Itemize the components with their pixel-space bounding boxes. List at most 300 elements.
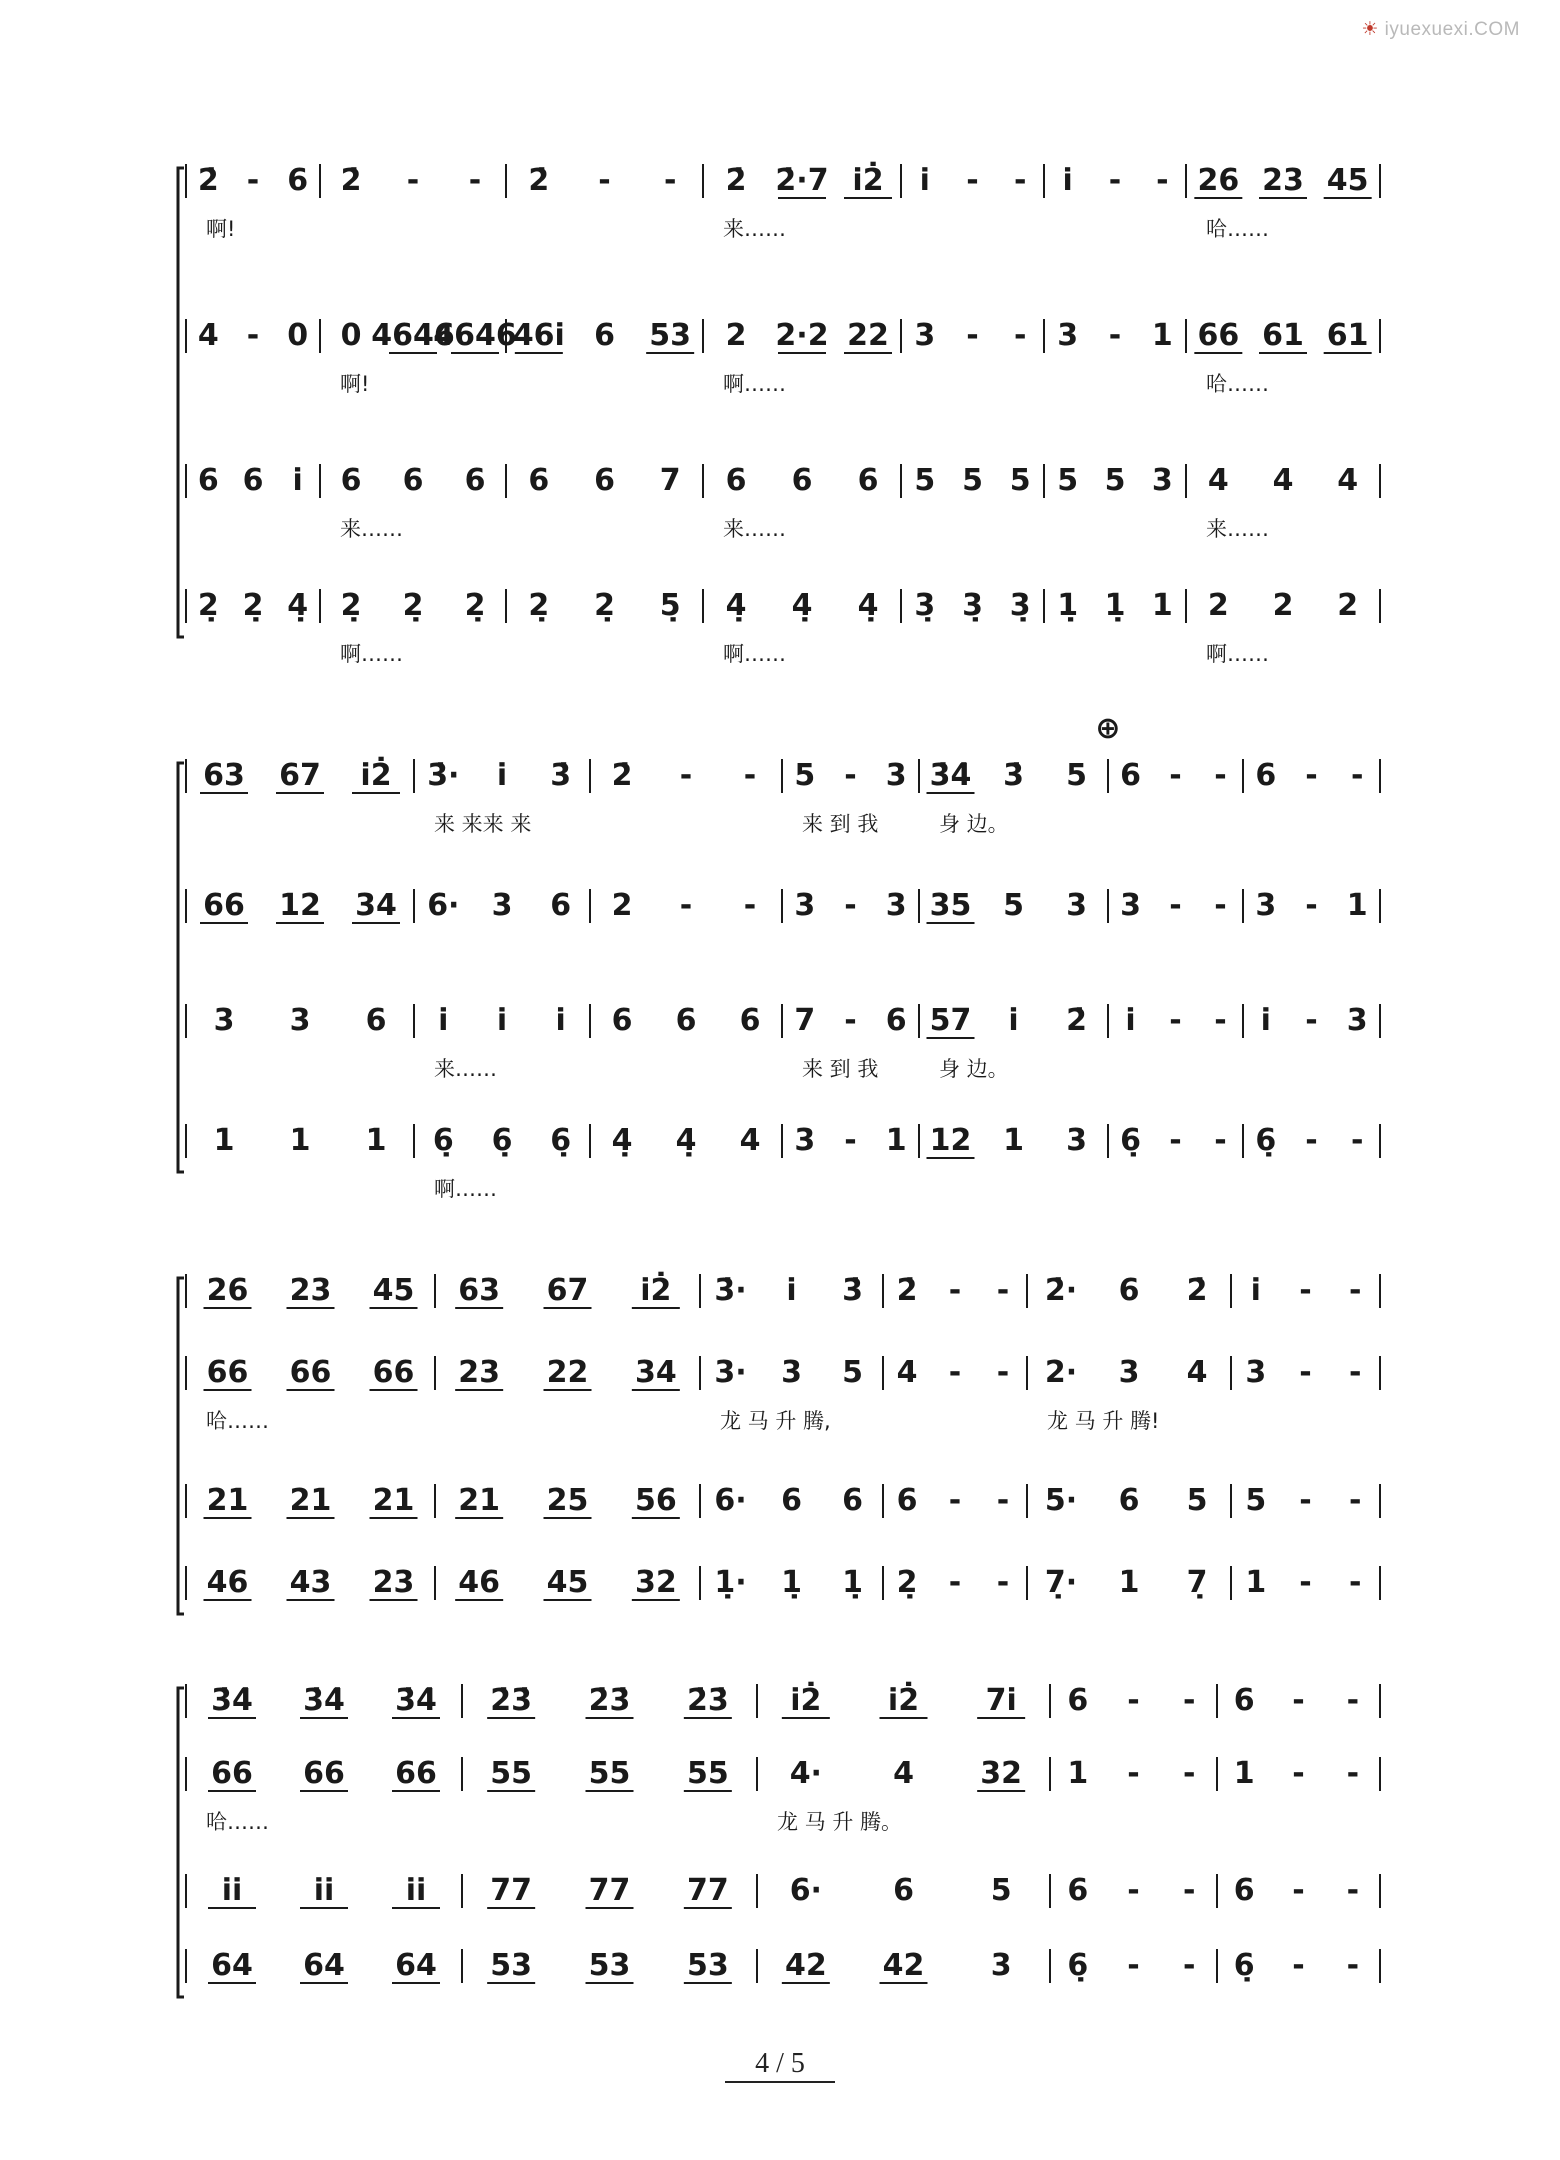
note: - [679,758,693,793]
note: 3 [1245,1355,1267,1390]
note: 0 [287,318,309,353]
note: - [1292,1948,1305,1983]
note: - [996,1273,1010,1308]
note: - [966,318,979,353]
note: 77 [588,1873,631,1908]
note: - [1214,1123,1227,1158]
note: 6 [197,463,219,498]
note: 64 [303,1948,345,1983]
voice-part [186,888,1380,923]
note: - [1305,1003,1318,1038]
note: 2̇3̇ [490,1683,533,1718]
note: - [1214,758,1227,793]
note: 1 [213,1123,235,1158]
note: 34 [355,888,397,923]
lyric: 龙 马 升 腾。 [777,1810,903,1834]
note: - [1127,1683,1140,1718]
note: 7̣ [1186,1565,1208,1600]
note: 5 [914,463,936,498]
lyric: 来 来来 来 [434,812,532,836]
note: 26 [1197,163,1240,198]
note: 2 [1207,588,1229,623]
note: - [844,888,857,923]
note: - [406,163,420,198]
note: 2̇ [896,1273,918,1308]
note: - [1299,1565,1312,1600]
lyric: 啊! [206,217,236,241]
note: - [1299,1355,1312,1390]
note: 3 [885,888,907,923]
voice-part [186,1355,1380,1433]
note: 6 [287,163,309,198]
note: 5 [794,758,816,793]
note: - [1299,1483,1312,1518]
lyric: 来…… [723,517,786,541]
note: 6 [1233,1873,1255,1908]
note: 1̣ [1104,588,1126,623]
voice-part [186,1756,1380,1834]
note: 3 [914,318,936,353]
note: 1 [1003,1123,1024,1158]
note: 4̣ [857,588,879,623]
note: - [1292,1683,1305,1718]
note: - [1013,318,1027,353]
note: 6 [739,1003,761,1038]
note: - [1182,1873,1196,1908]
note: 6 [365,1003,387,1038]
note: 6 [791,463,813,498]
lyric: 身 边。 [939,812,1009,836]
note: - [996,1483,1010,1518]
note: 6 [885,1003,907,1038]
lyric: 来 到 我 [802,812,879,836]
note: 5 [842,1355,863,1390]
note: 42 [784,1948,827,1983]
lyric: 来…… [340,517,403,541]
watermark-text: iyuexuexi.COM [1384,19,1520,40]
note: 2̣ [594,588,615,623]
note: - [679,888,693,923]
note: 6 [242,463,264,498]
note: - [1169,758,1182,793]
note: 64 [395,1948,437,1983]
note: 35 [929,888,972,923]
note: 6 [675,1003,697,1038]
note: 3̇4̇ [303,1683,345,1718]
note: 2 [725,318,747,353]
note: 2̣ [402,588,424,623]
note: 6 [340,463,362,498]
note: 4 [1272,463,1294,498]
note: 2̣ [340,588,362,623]
note: 3 [1120,888,1141,923]
note: 64 [211,1948,253,1983]
note: 66 [289,1355,332,1390]
note: - [1305,1123,1318,1158]
note: 0 [340,318,362,353]
note: - [1292,1756,1305,1791]
note: i̇i̇ [313,1873,335,1908]
note: 7̣· [1044,1565,1078,1600]
note: 1 [1118,1565,1140,1600]
voice-part [186,756,1380,836]
lyric: 哈…… [1206,217,1269,241]
note: 34 [634,1355,677,1390]
note: 2̇ [528,163,550,198]
note: 6· [427,888,460,923]
note: 3 [491,888,513,923]
note: 3· [714,1355,747,1390]
note: 21 [372,1483,415,1518]
note: 4̣ [791,588,813,623]
note: 6 [464,463,486,498]
note: - [844,758,857,793]
note: - [1108,163,1122,198]
note: 5 [1104,463,1126,498]
voice-part [186,1565,1380,1600]
note: i̇ [919,163,930,198]
note: 2̇ [1186,1273,1208,1308]
note: 57 [929,1003,972,1038]
note: 42 [882,1948,925,1983]
note: 6̣ [1255,1123,1277,1158]
note: 12 [929,1123,972,1158]
note: - [996,1565,1010,1600]
note: 3̣ [962,588,983,623]
note: 66 [211,1756,253,1791]
note: 1̣ [781,1565,802,1600]
note: 3 [990,1948,1012,1983]
voice-part [186,1123,1380,1201]
note: 53 [686,1948,729,1983]
note: 3̇· [427,758,460,793]
note: 66 [1197,318,1240,353]
lyric: 啊! [340,372,370,396]
sun-logo-icon: ☀ [1361,19,1379,40]
note: 1̣· [714,1565,747,1600]
note: 56 [634,1483,677,1518]
note: 4̣ [287,588,309,623]
lyric: 啊…… [434,1177,497,1201]
note: 55 [588,1756,631,1791]
note: - [598,163,611,198]
note: 6 [1067,1873,1089,1908]
note: 63 [458,1273,501,1308]
note: 6̣ [1233,1948,1255,1983]
note: 6 [1067,1683,1089,1718]
note: 32 [634,1565,677,1600]
note: 2̣ [197,588,219,623]
note: 23 [1262,163,1304,198]
note: - [743,888,757,923]
note: 5 [1245,1483,1267,1518]
note: 4̣ [675,1123,697,1158]
note: 77 [490,1873,533,1908]
lyric: 哈…… [206,1409,269,1433]
note: i̇ [438,1003,449,1038]
note: 3̣ [914,588,936,623]
note: 2 [1337,588,1359,623]
note: - [1299,1273,1312,1308]
note: 5· [1044,1483,1078,1518]
note: 6· [714,1483,747,1518]
note: 6 [611,1003,633,1038]
note: 6 [550,888,572,923]
note: 21 [458,1483,501,1518]
note: - [1348,1355,1362,1390]
note: i̇ [1008,1003,1019,1038]
note: i̇i̇ [221,1873,243,1908]
note: - [743,758,757,793]
note: 4646 [433,318,517,353]
note: 5 [1066,758,1087,793]
note: 2 [611,888,633,923]
note: 4 [896,1355,918,1390]
note: 1 [365,1123,387,1158]
note: - [966,163,979,198]
note: 22 [847,318,889,353]
page-number [0,2048,1560,2080]
note: 6 [1118,1483,1140,1518]
note: 43 [289,1565,332,1600]
note: 5 [990,1873,1012,1908]
note: 23 [458,1355,501,1390]
note: 55 [490,1756,533,1791]
note: 4 [197,318,219,353]
note: 1 [1067,1756,1089,1791]
note: i̇ [1125,1003,1136,1038]
note: 1 [1245,1565,1267,1600]
note: i̇ [786,1273,797,1308]
note: 3̇ [1003,758,1024,793]
note: 3 [794,1123,816,1158]
note: - [948,1355,962,1390]
note: 2̇ [1066,1003,1087,1038]
note: 4 [1207,463,1229,498]
note: - [1305,888,1318,923]
note: 5̣ [659,588,681,623]
lyric: 龙 马 升 腾, [720,1409,831,1433]
note: 46i̇ [512,318,565,353]
system-bracket [178,168,184,637]
note: 22 [546,1355,589,1390]
note: 2̇· [1044,1273,1078,1308]
score-system [178,1271,1380,1614]
lyric: 啊…… [1206,642,1269,666]
note: - [1169,1003,1182,1038]
note: 66 [303,1756,345,1791]
note: i̇2̇ [852,163,884,198]
note: - [663,163,677,198]
note: 21 [289,1483,332,1518]
note: 2̇3̇ [686,1683,729,1718]
note: 66 [203,888,245,923]
note: - [1348,1483,1362,1518]
note: 2̇·7 [775,163,829,198]
note: - [1127,1948,1140,1983]
note: 12 [279,888,321,923]
note: - [1169,888,1182,923]
note: 45 [546,1565,589,1600]
note: - [468,163,482,198]
note: - [1214,888,1227,923]
note: i̇i̇ [405,1873,427,1908]
note: - [1182,1756,1196,1791]
note: i̇ [496,1003,508,1038]
note: - [1156,163,1169,198]
note: 21 [206,1483,249,1518]
lyric: 哈…… [206,1810,269,1834]
note: 7 [794,1003,816,1038]
lyric: 来 到 我 [802,1057,879,1081]
note: 55 [686,1756,729,1791]
note: 6· [789,1873,822,1908]
voice-part [186,588,1380,666]
voice-part [186,161,1380,241]
note: - [996,1355,1010,1390]
note: 3̣ [1009,588,1031,623]
note: 5 [1003,888,1024,923]
note: 3̇4̇ [395,1683,437,1718]
note: 46 [458,1565,501,1600]
note: - [1348,1565,1362,1600]
note: 6 [402,463,424,498]
note: i̇ [292,463,303,498]
note: 3 [1057,318,1079,353]
note: 3 [289,1003,311,1038]
note: 4 [739,1123,761,1158]
note: - [1292,1873,1305,1908]
note: - [1214,1003,1227,1038]
note: 6 [528,463,550,498]
note: i̇2̇ [640,1273,672,1308]
lyric: 来…… [1206,517,1269,541]
note: - [1108,318,1122,353]
note: 25 [546,1483,589,1518]
note: - [246,163,260,198]
note: 3̇4̇ [929,758,972,793]
note: 63 [203,758,245,793]
voice-part [186,1271,1380,1308]
note: - [1346,1873,1360,1908]
note: i̇ [555,1003,566,1038]
voice-part [186,1003,1380,1081]
note: 3̇ [550,758,572,793]
note: 5 [962,463,983,498]
note: 6 [896,1483,918,1518]
note: 3̇4̇ [211,1683,253,1718]
note: 6 [1118,1273,1140,1308]
note: 53 [490,1948,533,1983]
note: 3 [794,888,816,923]
note: 3 [1118,1355,1140,1390]
note: 2̇ [340,163,362,198]
note: 2̣ [242,588,264,623]
note: 3 [1346,1003,1368,1038]
note: - [246,318,260,353]
note: 2·2 [775,318,829,353]
note: 7 [659,463,681,498]
note: - [1348,1273,1362,1308]
note: 4646 [371,318,455,353]
note: 3 [885,758,907,793]
note: 53 [649,318,692,353]
note: 1 [1346,888,1368,923]
note: 45 [372,1273,415,1308]
note: 6 [1255,758,1277,793]
voice-part [186,463,1380,541]
note: 6 [725,463,747,498]
system-bracket [178,763,184,1172]
note: 1 [1233,1756,1255,1791]
note: 3 [1255,888,1277,923]
note: 2̣ [896,1565,918,1600]
note: - [948,1483,962,1518]
note: 4̣ [725,588,747,623]
voice-part [186,1681,1380,1718]
note: - [844,1123,857,1158]
note: 53 [588,1948,631,1983]
lyric: 来…… [723,217,786,241]
note: i̇2̇ [887,1683,920,1718]
lyric: 身 边。 [939,1057,1009,1081]
note: i̇ [496,758,508,793]
note: 6̣ [432,1123,454,1158]
note: 6̣ [1120,1123,1141,1158]
note: 67 [546,1273,589,1308]
note: 5 [1009,463,1031,498]
note: 4 [1337,463,1359,498]
note: - [1127,1756,1140,1791]
note: - [1013,163,1027,198]
note: 2· [1044,1355,1078,1390]
note: 3̇ [842,1273,863,1308]
note: 1 [1151,318,1173,353]
note: 3 [1066,888,1087,923]
note: 6 [1120,758,1141,793]
score-system [178,161,1380,666]
system-bracket [178,1688,184,1997]
note: - [1346,1683,1360,1718]
note: 6 [781,1483,802,1518]
note: 2̇ [197,163,219,198]
note: i̇2̇ [360,758,392,793]
note: 4 [1186,1355,1208,1390]
note: - [1350,758,1364,793]
note: 2 [1272,588,1294,623]
note: - [1169,1123,1182,1158]
note: 4· [789,1756,822,1791]
note: 3 [213,1003,235,1038]
note: 1 [885,1123,907,1158]
note: 23 [372,1565,415,1600]
note: 2̇ [611,758,633,793]
lyric: 哈…… [1206,372,1269,396]
note: 46 [206,1565,249,1600]
note: 2̇3̇ [588,1683,631,1718]
note: i̇ [1260,1003,1271,1038]
note: 6 [857,463,879,498]
note: - [1182,1948,1196,1983]
note: 6̣ [1067,1948,1089,1983]
score-system [178,756,1380,1201]
note: 6̣ [550,1123,572,1158]
note: 61 [1262,318,1304,353]
note: - [1127,1873,1140,1908]
note: 4 [893,1756,914,1791]
lyric: 啊…… [340,642,403,666]
note: 3 [1151,463,1173,498]
